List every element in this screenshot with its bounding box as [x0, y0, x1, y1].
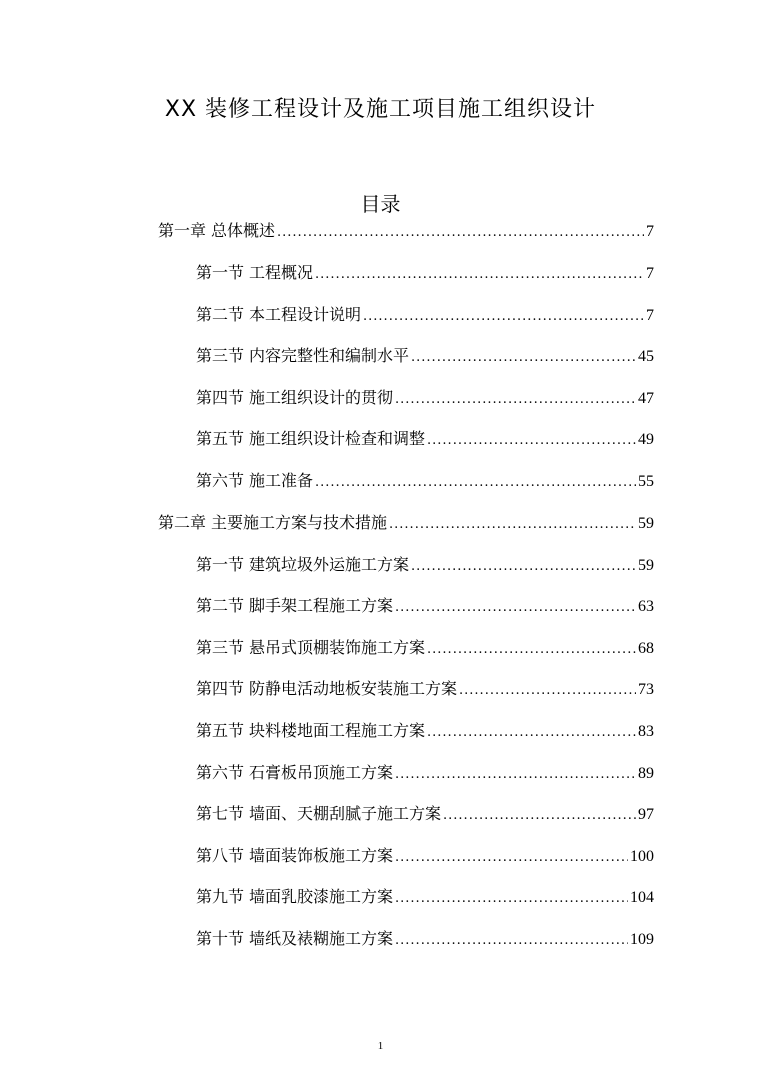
- toc-leader-dots: [411, 345, 636, 371]
- toc-entry-title: 工程概况: [249, 263, 314, 282]
- toc-leader-dots: [459, 678, 636, 704]
- toc-leader-dots: [411, 554, 636, 580]
- toc-section-2-6[interactable]: [196, 760, 654, 786]
- toc-entry-page: 45: [638, 348, 654, 365]
- toc-entry-number: 第一节: [196, 555, 245, 574]
- toc-entry-page: 59: [638, 557, 654, 574]
- toc-section-2-2[interactable]: [196, 593, 654, 619]
- toc-entry-title: 悬吊式顶棚装饰施工方案: [249, 638, 426, 657]
- toc-entry-page: 7: [646, 265, 654, 282]
- toc-section-2-7[interactable]: [196, 801, 654, 827]
- toc-entry-number: 第八节: [196, 846, 245, 865]
- toc-entry-page: 7: [646, 223, 654, 240]
- toc-section-2-1[interactable]: [196, 552, 654, 578]
- toc-section-1-3[interactable]: [196, 343, 654, 369]
- toc-entry-title: 内容完整性和编制水平: [249, 346, 410, 365]
- toc-section-2-10[interactable]: [196, 926, 654, 952]
- toc-entry-page: 59: [638, 515, 654, 532]
- toc-entry-title: 墙面装饰板施工方案: [249, 846, 394, 865]
- toc-entry-page: 100: [630, 848, 654, 865]
- toc-entry-number: 第六节: [196, 471, 245, 490]
- toc-entry-number: 第二章: [158, 513, 207, 532]
- toc-entry-page: 68: [638, 640, 654, 657]
- toc-entry-number: 第五节: [196, 429, 245, 448]
- toc-chapter-2[interactable]: [158, 510, 654, 536]
- toc-leader-dots: [395, 928, 628, 954]
- toc-entry-number: 第七节: [196, 804, 245, 823]
- toc-entry-number: 第五节: [196, 721, 245, 740]
- toc-entry-title: 防静电活动地板安装施工方案: [249, 679, 458, 698]
- toc-entry-number: 第二节: [196, 596, 245, 615]
- toc-section-1-2[interactable]: [196, 302, 654, 328]
- toc-entry-page: 7: [646, 307, 654, 324]
- toc-leader-dots: [395, 886, 628, 912]
- toc-entry-page: 83: [638, 723, 654, 740]
- document-title: XX 装修工程设计及施工项目施工组织设计: [164, 97, 597, 122]
- toc-leader-dots: [395, 762, 636, 788]
- toc-leader-dots: [395, 845, 628, 871]
- toc-entry-number: 第九节: [196, 887, 245, 906]
- toc-section-2-9[interactable]: [196, 884, 654, 910]
- toc-entry-page: 49: [638, 431, 654, 448]
- toc-leader-dots: [277, 220, 644, 246]
- toc-entry-page: 104: [630, 889, 654, 906]
- toc-entry-page: 63: [638, 598, 654, 615]
- toc-section-1-6[interactable]: [196, 468, 654, 494]
- toc-entry-number: 第三节: [196, 638, 245, 657]
- toc-leader-dots: [315, 470, 636, 496]
- toc-leader-dots: [389, 512, 636, 538]
- toc-entry-number: 第四节: [196, 388, 245, 407]
- toc-section-1-5[interactable]: [196, 426, 654, 452]
- toc-entry-title: 本工程设计说明: [249, 305, 362, 324]
- toc-entry-number: 第六节: [196, 763, 245, 782]
- toc-entry-title: 石膏板吊顶施工方案: [249, 763, 394, 782]
- toc-entry-number: 第一节: [196, 263, 245, 282]
- toc-entry-title: 施工准备: [249, 471, 314, 490]
- toc-entry-title: 主要施工方案与技术措施: [211, 513, 388, 532]
- toc-entry-title: 块料楼地面工程施工方案: [249, 721, 426, 740]
- toc-section-1-4[interactable]: [196, 385, 654, 411]
- toc-leader-dots: [395, 595, 636, 621]
- toc-entry-number: 第四节: [196, 679, 245, 698]
- toc-entry-page: 73: [638, 681, 654, 698]
- toc-leader-dots: [395, 387, 636, 413]
- toc-section-2-8[interactable]: [196, 843, 654, 869]
- toc-chapter-1[interactable]: [158, 218, 654, 244]
- toc-entry-title: 总体概述: [211, 221, 276, 240]
- toc-entry-page: 97: [638, 806, 654, 823]
- toc-entry-number: 第二节: [196, 305, 245, 324]
- toc-entry-title: 施工组织设计的贯彻: [249, 388, 394, 407]
- toc-section-2-4[interactable]: [196, 676, 654, 702]
- toc-section-2-3[interactable]: [196, 635, 654, 661]
- toc-entry-number: 第一章: [158, 221, 207, 240]
- toc-entry-page: 55: [638, 473, 654, 490]
- toc-entry-title: 墙纸及裱糊施工方案: [249, 929, 394, 948]
- toc-entry-title: 脚手架工程施工方案: [249, 596, 394, 615]
- toc-leader-dots: [315, 262, 644, 288]
- toc-entry-page: 109: [630, 931, 654, 948]
- toc-section-1-1[interactable]: [196, 260, 654, 286]
- toc-entry-title: 墙面乳胶漆施工方案: [249, 887, 394, 906]
- toc-entry-title: 墙面、天棚刮腻子施工方案: [249, 804, 442, 823]
- toc-entry-page: 47: [638, 390, 654, 407]
- toc-entry-number: 第十节: [196, 929, 245, 948]
- toc-entry-number: 第三节: [196, 346, 245, 365]
- page-number: 1: [377, 1040, 384, 1052]
- toc-section-2-5[interactable]: [196, 718, 654, 744]
- toc-leader-dots: [427, 428, 636, 454]
- toc-leader-dots: [443, 803, 636, 829]
- toc-entry-page: 89: [638, 765, 654, 782]
- toc-heading: 目录: [360, 192, 401, 216]
- toc-entry-title: 建筑垃圾外运施工方案: [249, 555, 410, 574]
- toc-leader-dots: [427, 720, 636, 746]
- toc-leader-dots: [363, 304, 644, 330]
- toc-leader-dots: [427, 637, 636, 663]
- toc-entry-title: 施工组织设计检查和调整: [249, 429, 426, 448]
